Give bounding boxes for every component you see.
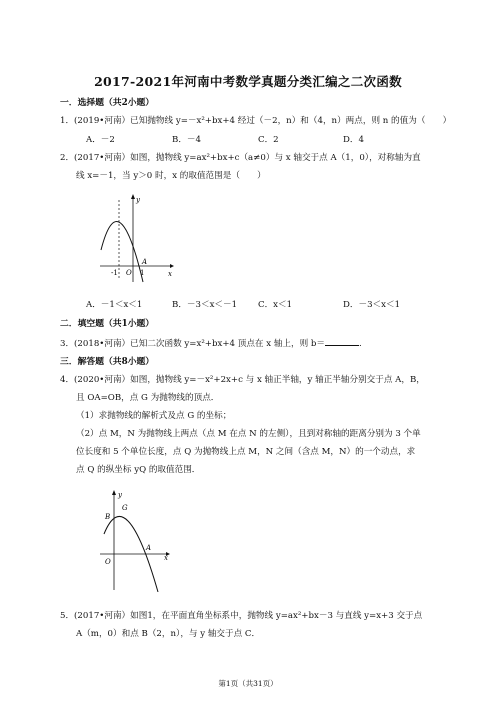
q2-option-c: C．x＜1: [258, 300, 293, 310]
graph-origin-label: O: [105, 558, 111, 566]
question-3-end: .: [359, 339, 362, 349]
question-4-line-5: 位长度和 5 个单位长度，点 Q 为抛物线上点 M，N 之间（含点 M，N）的一个动点，求: [76, 447, 416, 457]
page-title: 2017-2021年河南中考数学真题分类汇编之二次函数: [94, 74, 402, 89]
section-heading-solve: 三．解答题（共8小题）: [60, 357, 155, 367]
question-4-parabola-graph: [96, 488, 180, 592]
graph-point-a-label: A: [142, 258, 148, 266]
answer-blank: [325, 336, 359, 346]
question-2-line-2: 线 x=－1，当 y＞0 时，x 的取值范围是（ ）: [76, 171, 266, 181]
question-3-text: [60, 336, 362, 350]
q2-option-d: D．－3＜x＜1: [343, 300, 401, 310]
question-2-line-1: 2．(2017•河南）如图，抛物线 y=ax²+bx+c（a≠0）与 x 轴交于点 A（1，0），对称轴为直: [60, 153, 421, 163]
q1-option-b: B．－4: [172, 135, 201, 145]
graph-point-g-label: G: [122, 504, 128, 512]
graph-origin-label: O: [126, 269, 132, 277]
graph-neg1-label: -1: [111, 269, 118, 277]
question-1-text: 1．(2019•河南）已知抛物线 y=－x²+bx+4 经过（－2，n）和（4，n）两点，则 n 的值为（ ）: [60, 116, 452, 126]
x-axis-arrow: [170, 264, 174, 268]
question-3-stem: 3．(2018•河南）已知二次函数 y=x²+bx+4 顶点在 x 轴上，则 b＝: [60, 339, 326, 349]
question-5-line-2: A（m，0）和点 B（2，n），与 y 轴交于点 C．: [76, 629, 261, 639]
graph-y-label: y: [118, 491, 122, 499]
page-footer: 第1页（共31页）: [218, 679, 278, 688]
parabola-curve: [101, 222, 143, 282]
question-5-line-1: 5．(2017•河南）如图1，在平面直角坐标系中，抛物线 y=ax²+bx－3 与直线 y=x+3 交于点: [60, 611, 423, 621]
graph-one-label: 1: [140, 269, 145, 277]
graph-point-a-label: A: [146, 544, 152, 552]
graph-point-b-label: B: [105, 513, 111, 521]
question-4-line-4: （2）点 M，N 为抛物线上两点（点 M 在点 N 的左侧），且到对称轴的距离分别为 3 个单: [76, 429, 421, 439]
q2-option-a: A．－1＜x＜1: [86, 300, 143, 310]
q1-option-a: A．－2: [86, 135, 115, 145]
question-4-line-1: 4．(2020•河南）如图，抛物线 y=－x²+2x+c 与 x 轴正半轴，y 轴正半轴分别交于点 A，B，: [60, 375, 425, 385]
section-heading-fill: 二．填空题（共1小题）: [60, 319, 155, 329]
graph-x-label: x: [164, 554, 168, 562]
q1-option-c: C．2: [258, 135, 279, 145]
y-axis-arrow: [112, 490, 116, 495]
y-axis-arrow: [131, 194, 135, 199]
graph-y-label: y: [136, 196, 140, 204]
section-heading-choice: 一．选择题（共2小题）: [60, 98, 155, 108]
question-4-line-3: （1）求抛物线的解析式及点 G 的坐标；: [76, 411, 232, 421]
q1-option-d: D．4: [343, 135, 364, 145]
question-4-line-2: 且 OA=OB，点 G 为抛物线的顶点．: [76, 393, 220, 403]
question-4-line-6: 点 Q 的纵坐标 yQ 的取值范围．: [76, 465, 201, 475]
graph-x-label: x: [168, 270, 172, 278]
question-2-parabola-graph: [96, 192, 176, 284]
q2-option-b: B．－3＜x＜－1: [172, 300, 238, 310]
